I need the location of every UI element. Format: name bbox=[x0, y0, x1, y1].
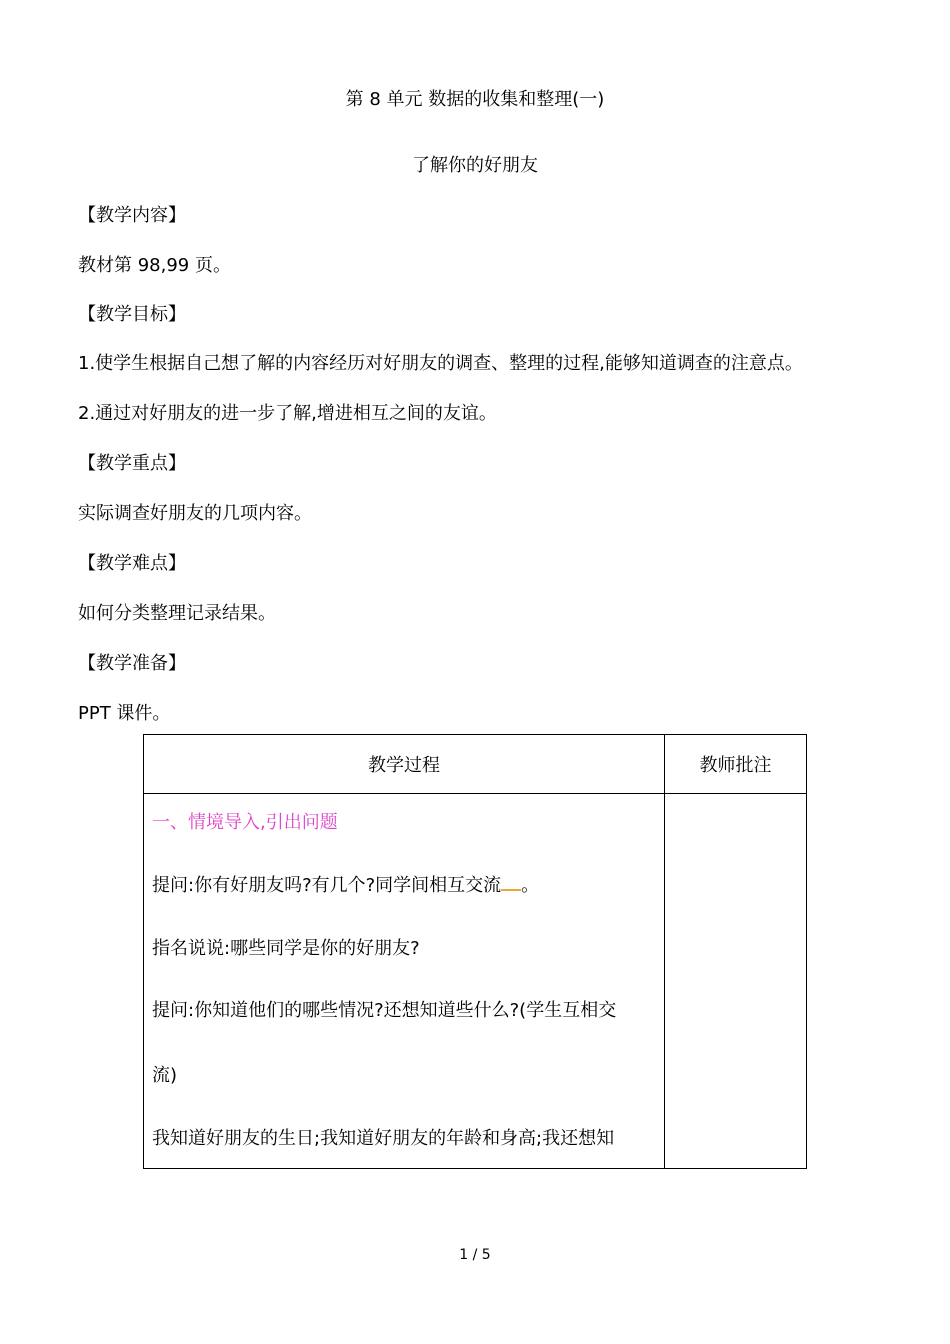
process-line-5: 我知道好朋友的生日;我知道好朋友的年龄和身高;我还想知 bbox=[152, 1128, 615, 1149]
notes-cell bbox=[665, 794, 807, 1169]
teaching-goal-1: 1.使学生根据自己想了解的内容经历对好朋友的调查、整理的过程,能够知道调查的注意点。 bbox=[78, 353, 803, 374]
teaching-content-text: 教材第 98,99 页。 bbox=[78, 255, 231, 276]
teaching-process-table bbox=[143, 734, 807, 1169]
heading-teaching-goals: 【教学目标】 bbox=[78, 304, 186, 325]
process-line-1 bbox=[152, 871, 539, 897]
lesson-title: 了解你的好朋友 bbox=[412, 155, 538, 176]
key-points-text: 实际调查好朋友的几项内容。 bbox=[78, 503, 312, 524]
process-line-2: 指名说说:哪些同学是你的好朋友? bbox=[152, 938, 420, 959]
process-line-1-end: 。 bbox=[521, 875, 540, 896]
process-line-1-text: 提问:你有好朋友吗?有几个?同学间相互交流 bbox=[152, 875, 502, 896]
heading-teaching-content: 【教学内容】 bbox=[78, 205, 186, 226]
unit-title: 第 8 单元 数据的收集和整理(一) bbox=[345, 89, 605, 110]
difficulties-text: 如何分类整理记录结果。 bbox=[78, 603, 276, 624]
column-header-notes: 教师批注 bbox=[665, 735, 807, 794]
heading-preparation: 【教学准备】 bbox=[78, 653, 186, 674]
heading-difficulties: 【教学难点】 bbox=[78, 553, 186, 574]
page-number: 1 / 5 bbox=[459, 1247, 491, 1263]
highlight-mark bbox=[501, 889, 521, 891]
process-line-3: 提问:你知道他们的哪些情况?还想知道些什么?(学生互相交 bbox=[152, 1000, 617, 1021]
process-line-4: 流) bbox=[152, 1065, 178, 1086]
preparation-text: PPT 课件。 bbox=[78, 703, 171, 724]
teaching-goal-2: 2.通过对好朋友的进一步了解,增进相互之间的友谊。 bbox=[78, 403, 497, 424]
column-header-process: 教学过程 bbox=[144, 735, 665, 794]
heading-key-points: 【教学重点】 bbox=[78, 453, 186, 474]
step-title: 一、情境导入,引出问题 bbox=[152, 812, 338, 833]
process-cell bbox=[144, 794, 665, 1169]
